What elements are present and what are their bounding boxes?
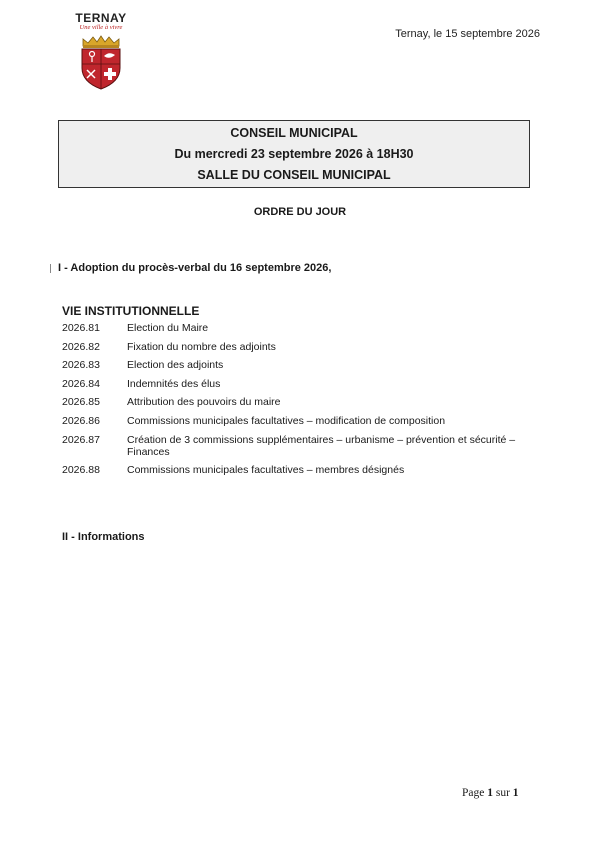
list-item xyxy=(62,396,542,408)
agenda-heading: ORDRE DU JOUR xyxy=(253,206,347,218)
page-number xyxy=(462,787,519,799)
sur-word: sur xyxy=(495,787,510,799)
item-number: 2026.81 xyxy=(62,322,100,334)
header-location: SALLE DU CONSEIL MUNICIPAL xyxy=(197,168,391,182)
list-item xyxy=(62,464,542,476)
item-number: 2026.86 xyxy=(62,414,100,427)
margin-mark xyxy=(50,264,51,273)
list-item xyxy=(62,415,542,427)
header-date: Du mercredi 23 septembre 2026 à 18H30 xyxy=(174,147,414,161)
list-item xyxy=(62,378,542,390)
item-number: 2026.82 xyxy=(62,340,100,353)
item-text: Indemnités des élus xyxy=(127,377,221,390)
item-text: Election des adjoints xyxy=(127,359,224,372)
item-text: Création de 3 commissions supplémentaires – urbanisme – prévention et sécurité – Finances xyxy=(127,433,516,458)
ternay-logo xyxy=(70,12,132,90)
current-page: 1 xyxy=(487,787,493,799)
item-number: 2026.84 xyxy=(62,377,100,390)
item-number: 2026.88 xyxy=(62,464,100,477)
list-item xyxy=(62,359,542,371)
page-word: Page xyxy=(462,787,485,799)
item-number: 2026.87 xyxy=(62,433,100,446)
item-text: Commissions municipales facultatives – membres désignés xyxy=(127,464,405,477)
list-item xyxy=(62,341,542,353)
agenda-items-list xyxy=(62,322,542,483)
list-item xyxy=(62,322,542,334)
logo-tagline: Une ville à vivre xyxy=(79,24,123,31)
header-title: CONSEIL MUNICIPAL xyxy=(230,126,358,140)
list-item xyxy=(62,434,542,458)
item-number: 2026.85 xyxy=(62,396,100,409)
section-2-heading: II - Informations xyxy=(62,531,145,543)
coat-of-arms-icon xyxy=(75,34,127,90)
section-1-heading: I - Adoption du procès-verbal du 16 septembre 2026, xyxy=(58,262,332,274)
item-text: Fixation du nombre des adjoints xyxy=(127,340,276,353)
total-pages: 1 xyxy=(512,787,519,799)
vie-institutionnelle-heading: VIE INSTITUTIONNELLE xyxy=(62,304,200,318)
meeting-header-box xyxy=(58,120,530,188)
item-text: Election du Maire xyxy=(127,322,209,334)
item-text: Commissions municipales facultatives – modification de composition xyxy=(127,414,446,427)
letter-date: Ternay, le 15 septembre 2026 xyxy=(395,28,540,40)
item-text: Attribution des pouvoirs du maire xyxy=(127,396,281,409)
logo-town-name: TERNAY xyxy=(75,11,127,25)
item-number: 2026.83 xyxy=(62,359,100,372)
